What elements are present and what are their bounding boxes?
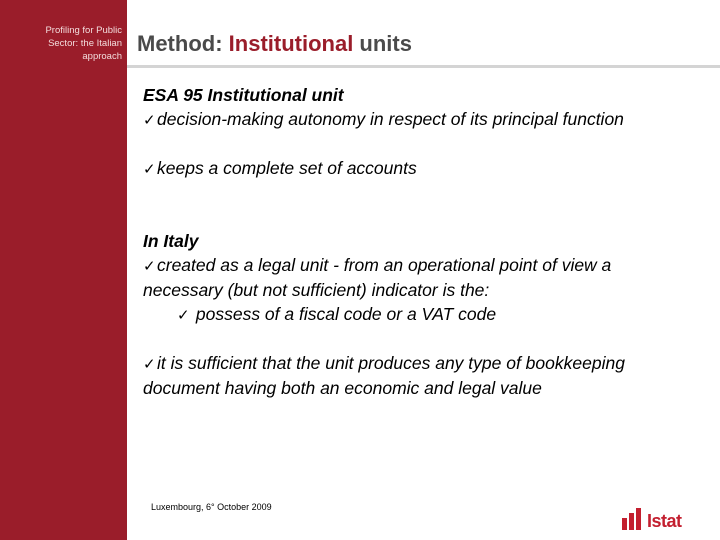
checkmark-icon: ✓ <box>143 257 156 275</box>
checkmark-icon: ✓ <box>143 355 156 373</box>
bullet-legal-unit <box>143 253 683 302</box>
checkmark-icon: ✓ <box>143 111 156 129</box>
slide-title <box>137 31 412 57</box>
bullet-decision-autonomy <box>143 107 683 132</box>
logo-bar-icon <box>622 518 627 530</box>
sub-bullet-fiscal-code <box>143 302 683 327</box>
logo-text: Istat <box>647 511 682 531</box>
bullet-text: created as a legal unit - from an operational point of view a necessary (but not sufficient) indicator is the: <box>143 255 612 300</box>
sidebar-line: approach <box>82 51 122 62</box>
slide-body <box>143 83 683 400</box>
title-divider <box>127 65 720 68</box>
bullet-text: decision-making autonomy in respect of its principal function <box>157 109 624 129</box>
bullet-text: it is sufficient that the unit produces any type of bookkeeping document having both an economic and legal value <box>143 353 625 398</box>
title-prefix: Method: <box>137 31 229 56</box>
bullet-bookkeeping <box>143 351 683 400</box>
bullet-accounts <box>143 156 683 181</box>
section-heading-italy: In Italy <box>143 231 199 251</box>
title-suffix: units <box>353 31 412 56</box>
checkmark-icon: ✓ <box>177 306 190 324</box>
logo-bar-icon <box>636 508 641 530</box>
checkmark-icon: ✓ <box>143 160 156 178</box>
istat-logo <box>622 508 682 530</box>
title-accent: Institutional <box>228 31 354 56</box>
bullet-text: keeps a complete set of accounts <box>157 158 417 178</box>
footer-date: Luxembourg, 6° October 2009 <box>151 502 272 512</box>
bullet-text: possess of a fiscal code or a VAT code <box>195 304 497 324</box>
sidebar-line: Profiling for Public <box>45 25 122 36</box>
sidebar-caption <box>4 24 122 63</box>
section-heading-esa: ESA 95 Institutional unit <box>143 85 344 105</box>
sidebar-line: Sector: the Italian <box>48 38 122 49</box>
sidebar-panel <box>0 0 127 540</box>
logo-bar-icon <box>629 513 634 530</box>
